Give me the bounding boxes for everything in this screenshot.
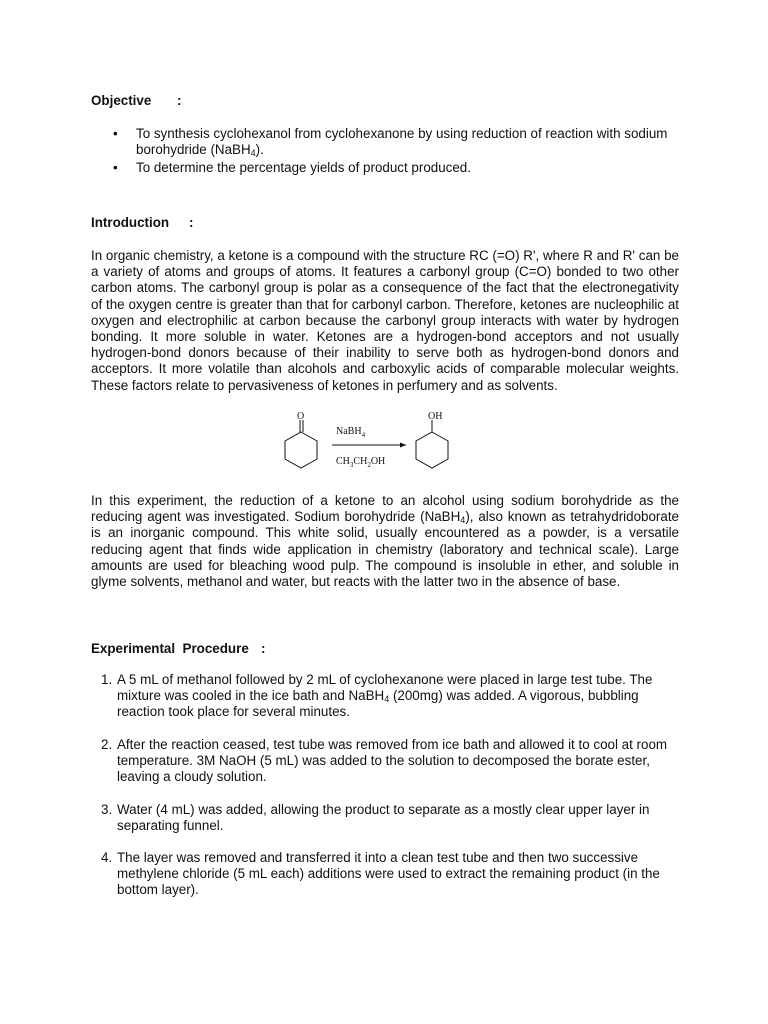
step-number: 4. [101,850,113,865]
procedure-step [91,737,681,786]
bullet-icon: • [113,126,118,141]
subscript: 2 [367,461,371,469]
hydroxyl-label: OH [428,411,443,422]
paragraph-text: In this experiment, the reduction of a ketone to an alcohol using sodium borohydride as the reducing agent was investigated. Sodium borohydride (NaBH [91,493,679,525]
objective-heading-text: Objective [91,93,152,108]
procedure-step [91,850,681,899]
paragraph-text-end: ), also known as tetrahydridoborate is an inorganic compound. This white solid, usually encountered as a powder, is a versatile reducing agent that finds wide application in chemistry (laboratory and technical scale). Large amounts are used for bleaching wood pulp. The compound is insoluble in ether, and soluble in glyme solvents, methanol and water, but reacts with the latter two in the absence of base. [91,509,679,590]
objective-bullet-text: To determine the percentage yields of product produced. [136,160,471,176]
arrow-head-icon [400,443,406,448]
objective-bullet [91,160,696,176]
step-number: 3. [101,802,113,817]
step-text: The layer was removed and transferred it into a clean test tube and then two successive methylene chloride (5 mL each) additions were used to extract the remaining product (in the bottom layer). [117,850,660,898]
step-text-end: (200mg) was added. A vigorous, bubbling reaction took place for several minutes. [117,688,639,720]
bullet-icon: • [113,160,118,176]
subscript: 4 [361,431,366,439]
step-text: After the reaction ceased, test tube was removed from ice bath and allowed it to cool at room temperature. 3M NaOH (5 mL) was added to the solution to decomposed the borate ester, leaving a cloudy solution. [117,737,668,785]
subscript: 4 [250,148,256,159]
introduction-heading [91,215,194,231]
solvent-label [336,456,385,469]
introduction-paragraph-2 [91,493,679,590]
procedure-step [91,802,681,834]
cyclohexanol-structure [416,420,448,468]
objective-heading-colon: : [177,93,182,108]
cyclohexane-ring [285,432,317,468]
oxygen-label: O [297,411,305,422]
cyclohexanone-structure [285,420,317,468]
step-number: 1. [101,672,113,687]
solvent-text: OH [370,456,386,467]
cyclohexane-ring [416,432,448,468]
reagent-text: NaBH [336,426,362,437]
procedure-heading-text: Experimental Procedure [91,641,249,656]
procedure-step [91,672,681,721]
step-number: 2. [101,737,113,752]
reagent-label [336,426,366,439]
objective-bullet-text: To synthesis cyclohexanol from cyclohexanone by using reduction of reaction with sodium borohydride (NaBH [136,126,668,158]
solvent-text: CH [353,456,368,467]
reaction-scheme [276,410,466,480]
procedure-heading [91,641,266,657]
subscript: 3 [349,461,354,469]
objective-bullet [91,126,696,158]
introduction-paragraph-1: In organic chemistry, a ketone is a compound with the structure RC (=O) R', where R and R' can be a variety of atoms and groups of atoms. It features a carbonyl group (C=O) bonded to two other carbon atoms. The carbonyl group is polar as a consequence of the fact that the electronegativity of the oxygen centre is greater than that for carbonyl carbon. Therefore, ketones are nucleophilic at oxygen and electrophilic at carbon because the carbonyl group interacts with water by hydrogen bonding. It more soluble in water. Ketones are a hydrogen-bond acceptors and not usually hydrogen-bond donors because of their inability to serve both as hydrogen-bond donors and acceptors. It more volatile than alcohols and carboxylic acids of comparable molecular weights. These factors relate to pervasiveness of ketones in perfumery and as solvents. [91,248,679,393]
procedure-heading-colon: : [261,641,266,656]
introduction-heading-text: Introduction [91,215,170,230]
step-text: Water (4 mL) was added, allowing the product to separate as a mostly clear upper layer in separating funnel. [117,802,650,834]
introduction-heading-colon: : [189,215,194,230]
objective-heading [91,93,182,109]
solvent-text: CH [336,456,350,467]
objective-bullet-text-end: ). [255,142,264,158]
subscript: 4 [384,694,390,705]
step-text: A 5 mL of methanol followed by 2 mL of cyclohexanone were placed in large test tube. The mixture was cooled in the ice bath and NaBH [117,672,653,704]
subscript: 4 [460,515,466,526]
